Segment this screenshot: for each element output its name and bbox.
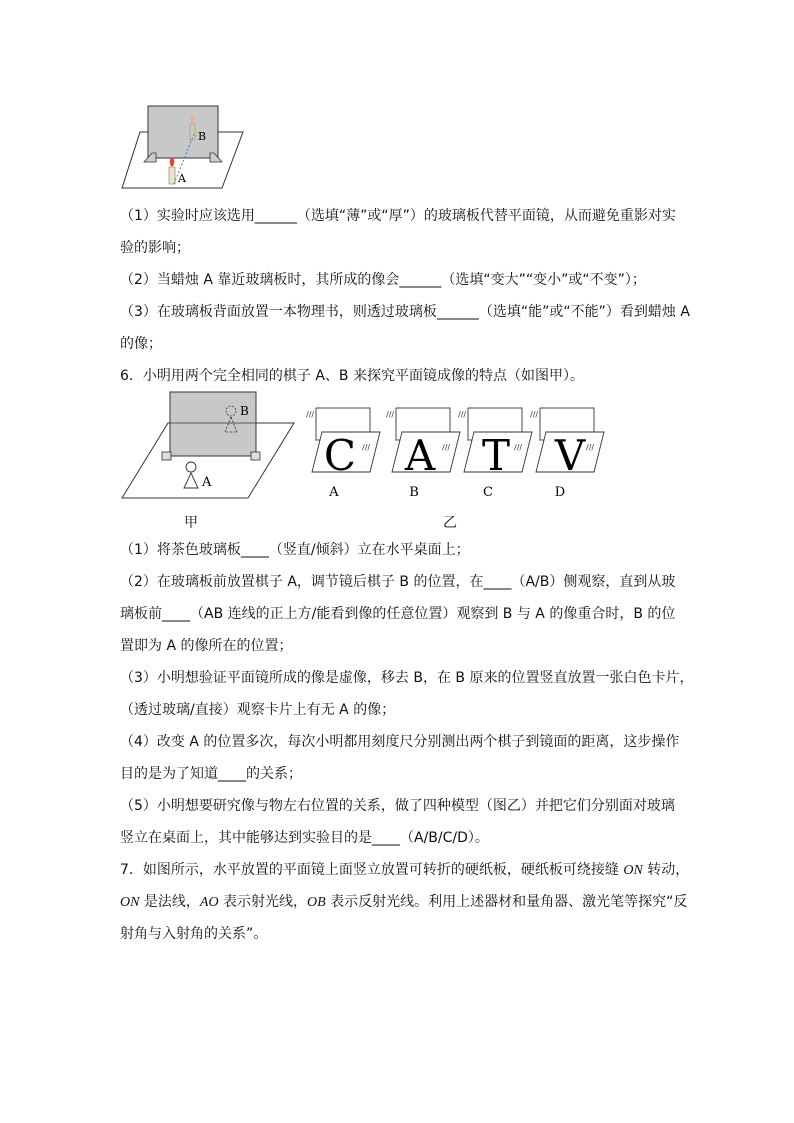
model-b-letter: A	[404, 431, 436, 480]
model-c-letter: T	[481, 431, 511, 480]
q6-part2-line3: 置即为 A 的像所在的位置；	[120, 638, 293, 654]
q6-stem: 6．小明用两个完全相同的棋子 A、B 来探究平面镜成像的特点（如图甲）。	[120, 368, 584, 384]
model-b	[386, 408, 460, 500]
model-d	[530, 408, 604, 500]
svg-text:///: ///	[386, 410, 395, 419]
q7-line2-text-a: 是法线，	[139, 894, 200, 910]
q7-line2	[120, 892, 687, 913]
q5-part3-line2: 的像；	[120, 336, 162, 352]
q6-part4-line2: 目的是为了知道____的关系；	[120, 766, 302, 782]
label-b: B	[240, 404, 249, 418]
q5-part1-line1: （1）实验时应该选用______（选填“薄”或“厚”）的玻璃板代替平面镜，从而避免重影对实	[120, 208, 676, 224]
q6-part3-line1: （3）小明想验证平面镜所成的像是虚像，移去 B，在 B 原来的位置竖直放置一张白色卡片，	[120, 670, 694, 686]
label-a: A	[178, 172, 186, 185]
svg-text:///: ///	[586, 443, 595, 452]
svg-text:///: ///	[306, 410, 315, 419]
figure-jia	[118, 390, 298, 502]
svg-text:///: ///	[362, 443, 371, 452]
glass-plate	[170, 392, 256, 456]
q7-normal-symbol: ON	[120, 895, 140, 910]
model-a	[306, 408, 380, 500]
model-c	[458, 408, 532, 500]
q6-part4-line1: （4）改变 A 的位置多次，每次小明都用刻度尺分别测出两个棋子到镜面的距离，这步操作	[120, 734, 680, 750]
q6-part3-line2: （透过玻璃/直接）观察卡片上有无 A 的像；	[120, 702, 396, 718]
q7-line1-text-b: 转动，	[642, 862, 690, 878]
svg-text:///: ///	[442, 443, 451, 452]
svg-text:///: ///	[514, 443, 523, 452]
q5-part2: （2）当蜡烛 A 靠近玻璃板时，其所成的像会______（选填“变大”“变小”或“不变”）；	[120, 272, 646, 288]
model-a-label: A	[329, 485, 339, 500]
glass-plate	[148, 106, 218, 158]
caption-yi: 乙	[443, 515, 457, 531]
model-b-label: B	[409, 485, 419, 500]
q7-line2-text-c: 表示反射光线。利用上述器材和量角器、激光笔等探究“反	[325, 894, 688, 910]
label-a: A	[202, 475, 212, 490]
q7-ao-symbol: AO	[199, 895, 219, 910]
figure-candle-mirror	[118, 100, 248, 192]
q7-line1-text-a: 7．如图所示，水平放置的平面镜上面竖立放置可转折的硬纸板，硬纸板可绕接缝	[120, 862, 624, 878]
q6-part1: （1）将茶色玻璃板____（竖直/倾斜）立在水平桌面上；	[120, 542, 470, 558]
chess-piece-a	[186, 462, 196, 472]
q5-part1-line2: 验的影响；	[120, 240, 190, 256]
q7-ob-symbol: OB	[307, 895, 326, 910]
q6-part5-line2: 竖立在桌面上，其中能够达到实验目的是____（A/B/C/D）。	[120, 830, 489, 846]
q6-part2-line2: 璃板前____（AB 连线的正上方/能看到像的任意位置）观察到 B 与 A 的像重合时，B 的位	[120, 606, 676, 622]
model-c-label: C	[483, 485, 493, 500]
model-d-label: D	[554, 485, 566, 500]
q5-part3-line1: （3）在玻璃板背面放置一本物理书，则透过玻璃板______（选填“能”或“不能”）看到蜡烛 A	[120, 304, 690, 320]
q7-on-symbol: ON	[623, 863, 643, 878]
q7-line1	[120, 860, 689, 881]
caption-jia: 甲	[184, 515, 198, 531]
model-a-letter: C	[323, 431, 357, 480]
figure-yi	[300, 404, 620, 504]
candle-a	[169, 167, 175, 184]
q6-part5-line1: （5）小明想要研究像与物左右位置的关系，做了四种模型（图乙）并把它们分别面对玻璃	[120, 798, 675, 814]
model-d-letter: V	[554, 431, 586, 480]
q6-part2-line1: （2）在玻璃板前放置棋子 A，调节镜后棋子 B 的位置，在____（A/B）侧观察，直到从玻	[120, 574, 676, 590]
svg-text:///: ///	[530, 410, 539, 419]
q7-line2-text-b: 表示射光线，	[218, 894, 308, 910]
svg-text:///: ///	[458, 410, 467, 419]
q7-line3: 射角与入射角的关系”。	[120, 926, 268, 942]
label-b: B	[198, 130, 207, 143]
